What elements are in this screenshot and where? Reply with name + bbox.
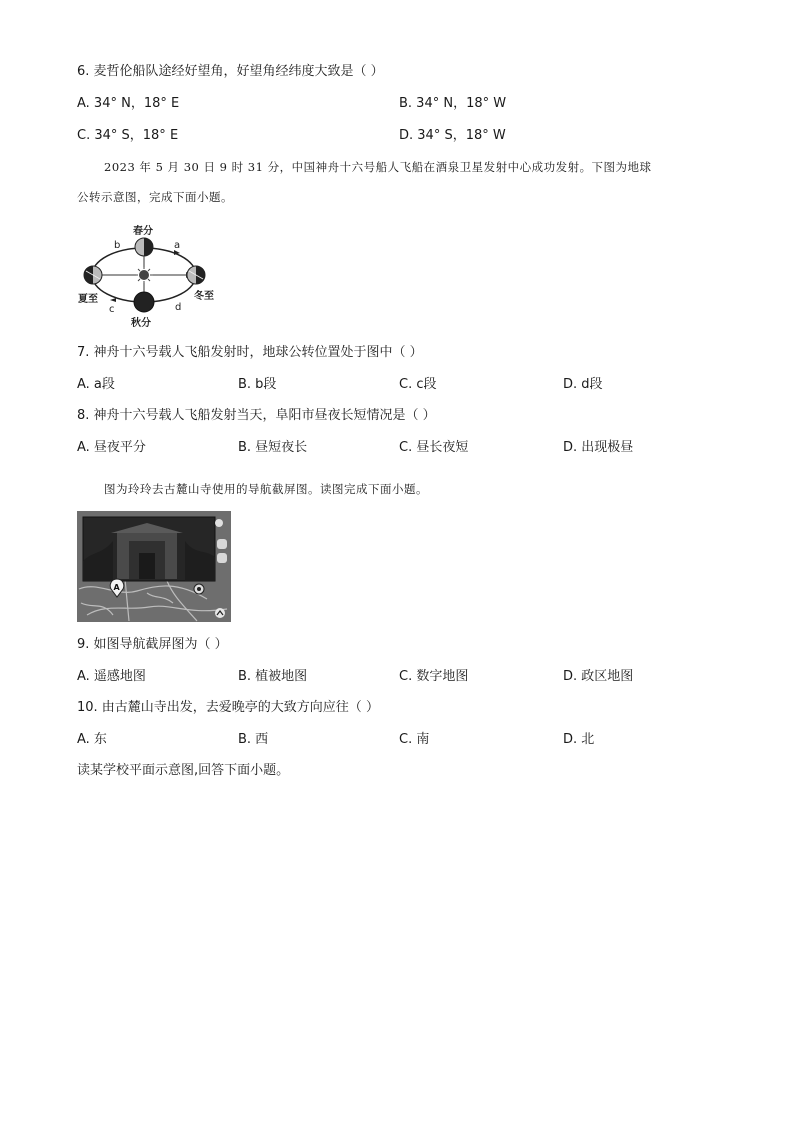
pin-icon — [194, 584, 204, 594]
q6-stem: 6. 麦哲伦船队途经好望角，好望角经纬度大致是（ ） — [77, 64, 384, 79]
map-control-button-2[interactable] — [217, 553, 227, 563]
q10-option-c: C. 南 — [399, 732, 430, 747]
q6-option-a: A. 34° N，18° E — [77, 96, 180, 111]
q8-option-d: D. 出现极昼 — [563, 440, 634, 455]
label-autumn-equinox: 秋分 — [131, 318, 151, 329]
q7-option-a: A. a段 — [77, 377, 115, 392]
intro1-line2: 公转示意图，完成下面小题。 — [77, 190, 233, 204]
intro1-line1: 2023 年 5 月 30 日 9 时 31 分，中国神舟十六号船人飞船在酒泉卫星发射中心成功发射。下图为地球 — [104, 160, 652, 174]
q9-option-c: C. 数字地图 — [399, 669, 469, 684]
q8-stem: 8. 神舟十六号载人飞船发射当天，阜阳市昼夜长短情况是（ ） — [77, 408, 436, 423]
q9-stem: 9. 如图导航截屏图为（ ） — [77, 637, 228, 652]
q7-stem: 7. 神舟十六号载人飞船发射时，地球公转位置处于图中（ ） — [77, 345, 423, 360]
q7-option-b: B. b段 — [238, 377, 277, 392]
q10-option-a: A. 东 — [77, 732, 107, 747]
earth-summer-solstice — [84, 266, 102, 284]
q7-option-c: C. c段 — [399, 377, 437, 392]
intro3-line1: 读某学校平面示意图,回答下面小题。 — [77, 763, 290, 778]
q10-stem: 10. 由古麓山寺出发，去爱晚亭的大致方向应往（ ） — [77, 700, 379, 715]
close-icon[interactable] — [215, 519, 223, 527]
q9-option-b: B. 植被地图 — [238, 669, 308, 684]
label-d: d — [175, 302, 182, 313]
earth-spring-equinox — [135, 238, 153, 256]
label-spring-equinox: 春分 — [133, 226, 153, 237]
q9-option-d: D. 政区地图 — [563, 669, 634, 684]
label-summer-solstice: 夏至 — [78, 294, 98, 305]
q6-option-d: D. 34° S，18° W — [399, 128, 506, 143]
label-winter-solstice: 冬至 — [194, 291, 214, 302]
q8-option-b: B. 昼短夜长 — [238, 440, 308, 455]
q8-option-c: C. 昼长夜短 — [399, 440, 469, 455]
q6-option-c: C. 34° S，18° E — [77, 128, 179, 143]
label-c: c — [109, 304, 115, 315]
q9-option-a: A. 遥感地图 — [77, 669, 146, 684]
earth-winter-solstice — [187, 266, 205, 284]
q7-option-d: D. d段 — [563, 377, 603, 392]
navigation-screenshot — [77, 511, 231, 622]
earth-autumn-equinox — [134, 292, 154, 312]
q6-option-b: B. 34° N，18° W — [399, 96, 507, 111]
q8-option-a: A. 昼夜平分 — [77, 440, 146, 455]
earth-orbit-diagram — [76, 220, 226, 332]
marker-a-label: A — [113, 583, 120, 592]
q10-option-d: D. 北 — [563, 732, 595, 747]
sun-icon — [139, 270, 149, 280]
intro2-line1: 图为玲玲去古麓山寺使用的导航截屏图。读图完成下面小题。 — [104, 482, 428, 496]
chevron-up-icon[interactable] — [215, 608, 225, 618]
label-a: a — [174, 240, 181, 251]
label-b: b — [114, 240, 121, 251]
q10-option-b: B. 西 — [238, 732, 269, 747]
map-control-button[interactable] — [217, 539, 227, 549]
